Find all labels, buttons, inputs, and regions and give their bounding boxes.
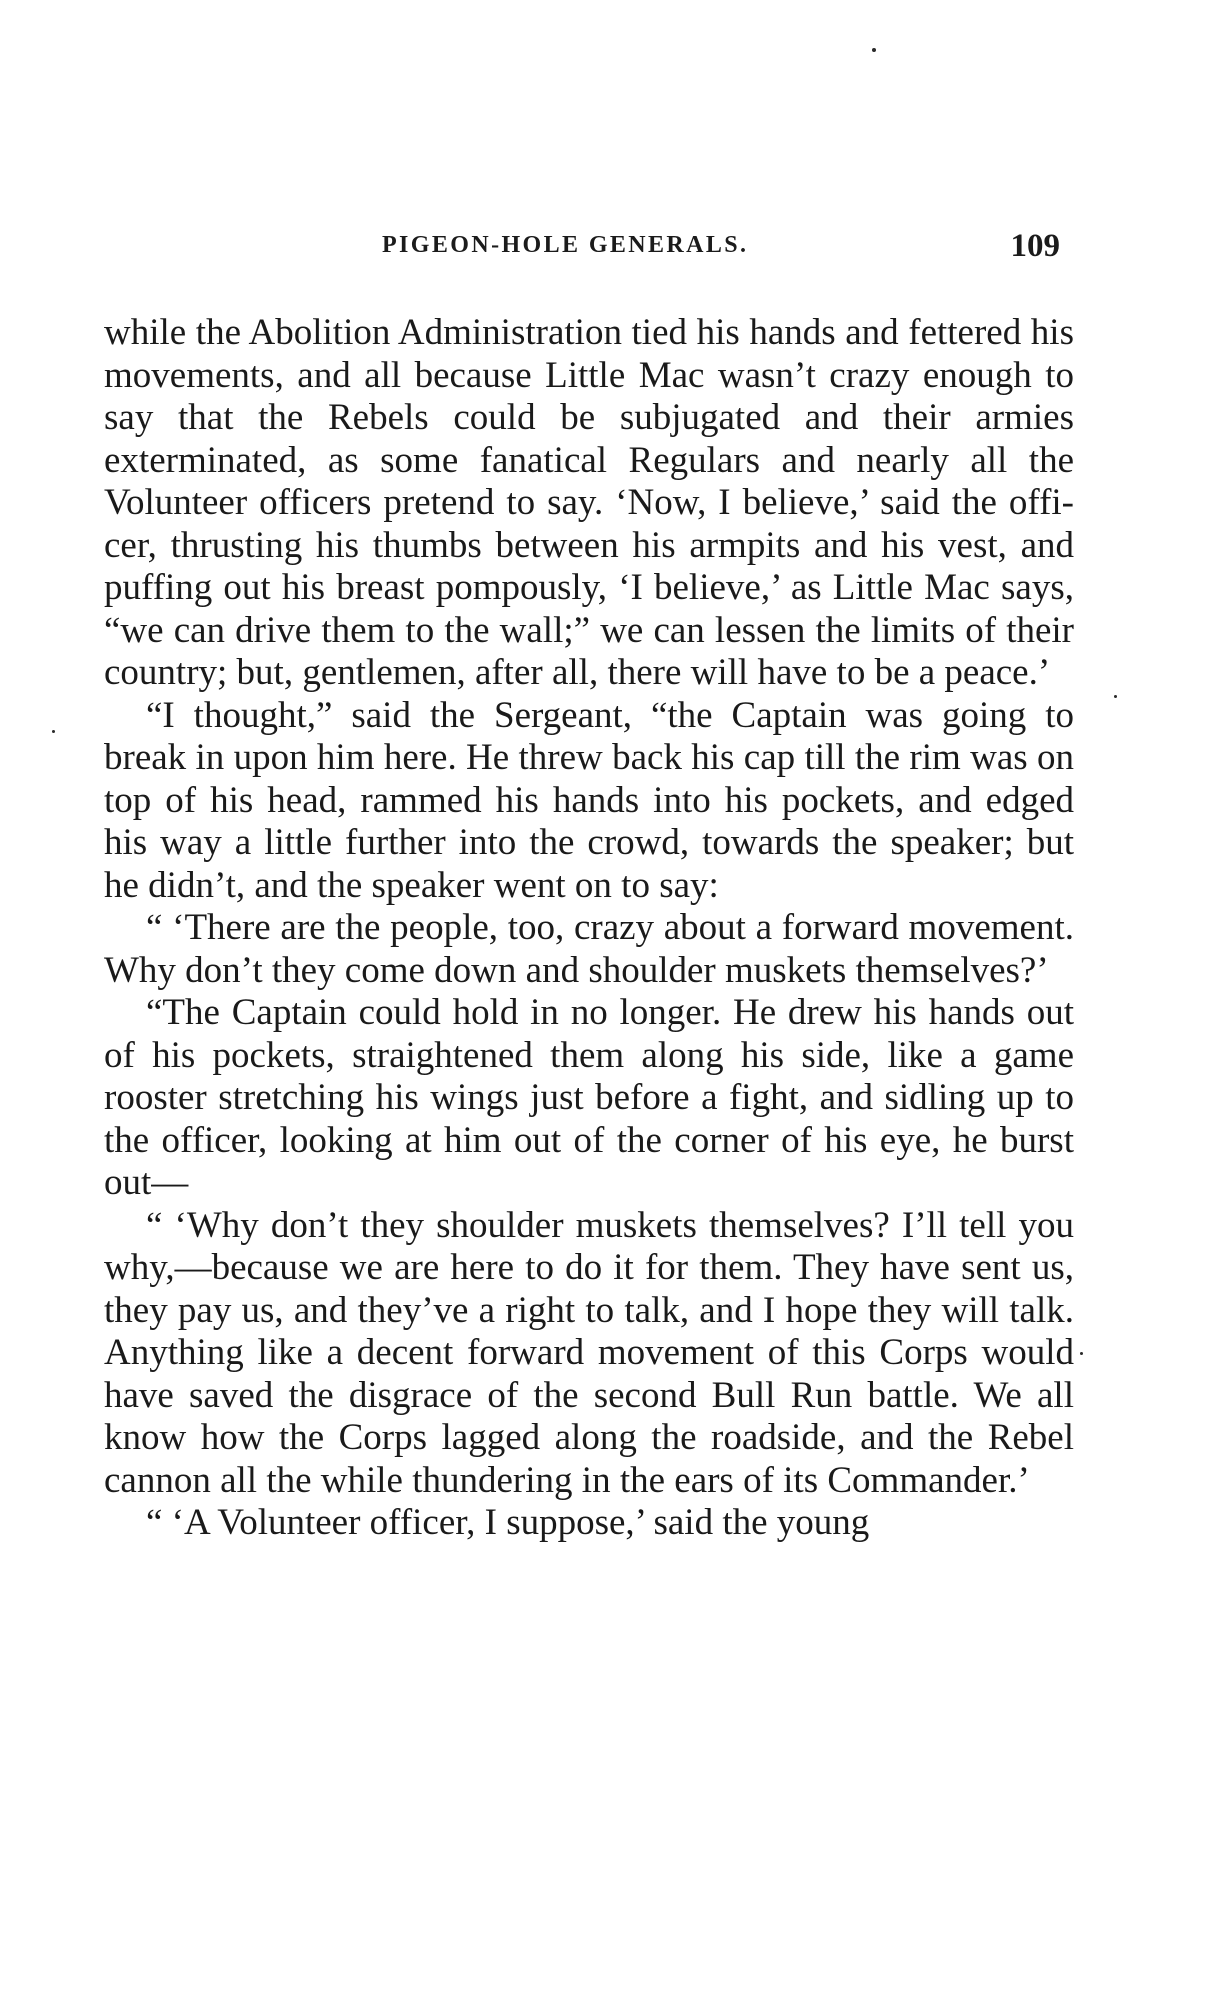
page-number: 109 [1010,228,1060,264]
ink-speck [1114,695,1117,698]
paragraph-captain-speech: “ ‘Why don’t they shoulder muskets themselves? I’ll tell you why,—because we are here to do it for them. They have sent us, they pay us, and they’ve a right to talk, and I hope they will talk. Anything like a decent forward movement of this Corps would have saved the disgrace of the second Bull Run battle. We all know how the Corps lagged along the roadside, and the Rebel cannon all the while thundering in the ears of its Commander.’ [104,1204,1074,1501]
body-text [104,312,1074,1545]
ink-speck [52,730,55,733]
paragraph-captain: “The Captain could hold in no longer. He drew his hands out of his pockets, straightened them along his side, like a game rooster stretching his wings just before a fight, and sidling up to the officer, looking at him out of the corner of his eye, he burst out— [104,992,1074,1203]
running-header [104,228,1074,268]
ink-speck [872,48,876,52]
paragraph-continued: while the Abolition Administration tied his hands and fettered his movements, and all because Little Mac wasn’t crazy enough to say that the Rebels could be subjugated and their armies exterminated, as some fanatical Regulars and nearly all the Volunteer officers pretend to say. ‘Now, I believe,’ said the officer, thrusting his thumbs between his armpits and his vest, and puffing out his breast pompously, ‘I believe,’ as Little Mac says, “we can drive them to the wall;” we can lessen the limits of their country; but, gentlemen, after all, there will have to be a peace.’ [104,312,1074,693]
paragraph-volunteer-officer: “ ‘A Volunteer officer, I suppose,’ said the young [146,1502,870,1543]
paragraph-forward-movement: “ ‘There are the people, too, crazy about a forward movement. Why don’t they come down and shoulder muskets themselves?’ [104,907,1074,991]
running-title: PIGEON-HOLE GENERALS. [382,232,749,258]
paragraph-sergeant: “I thought,” said the Sergeant, “the Captain was going to break in upon him here. He threw back his cap till the rim was on top of his head, rammed his hands into his pockets, and edged his way a little further into the crowd, towards the speaker; but he didn’t, and the speaker went on to say: [104,694,1074,906]
ink-speck [1080,1352,1083,1355]
